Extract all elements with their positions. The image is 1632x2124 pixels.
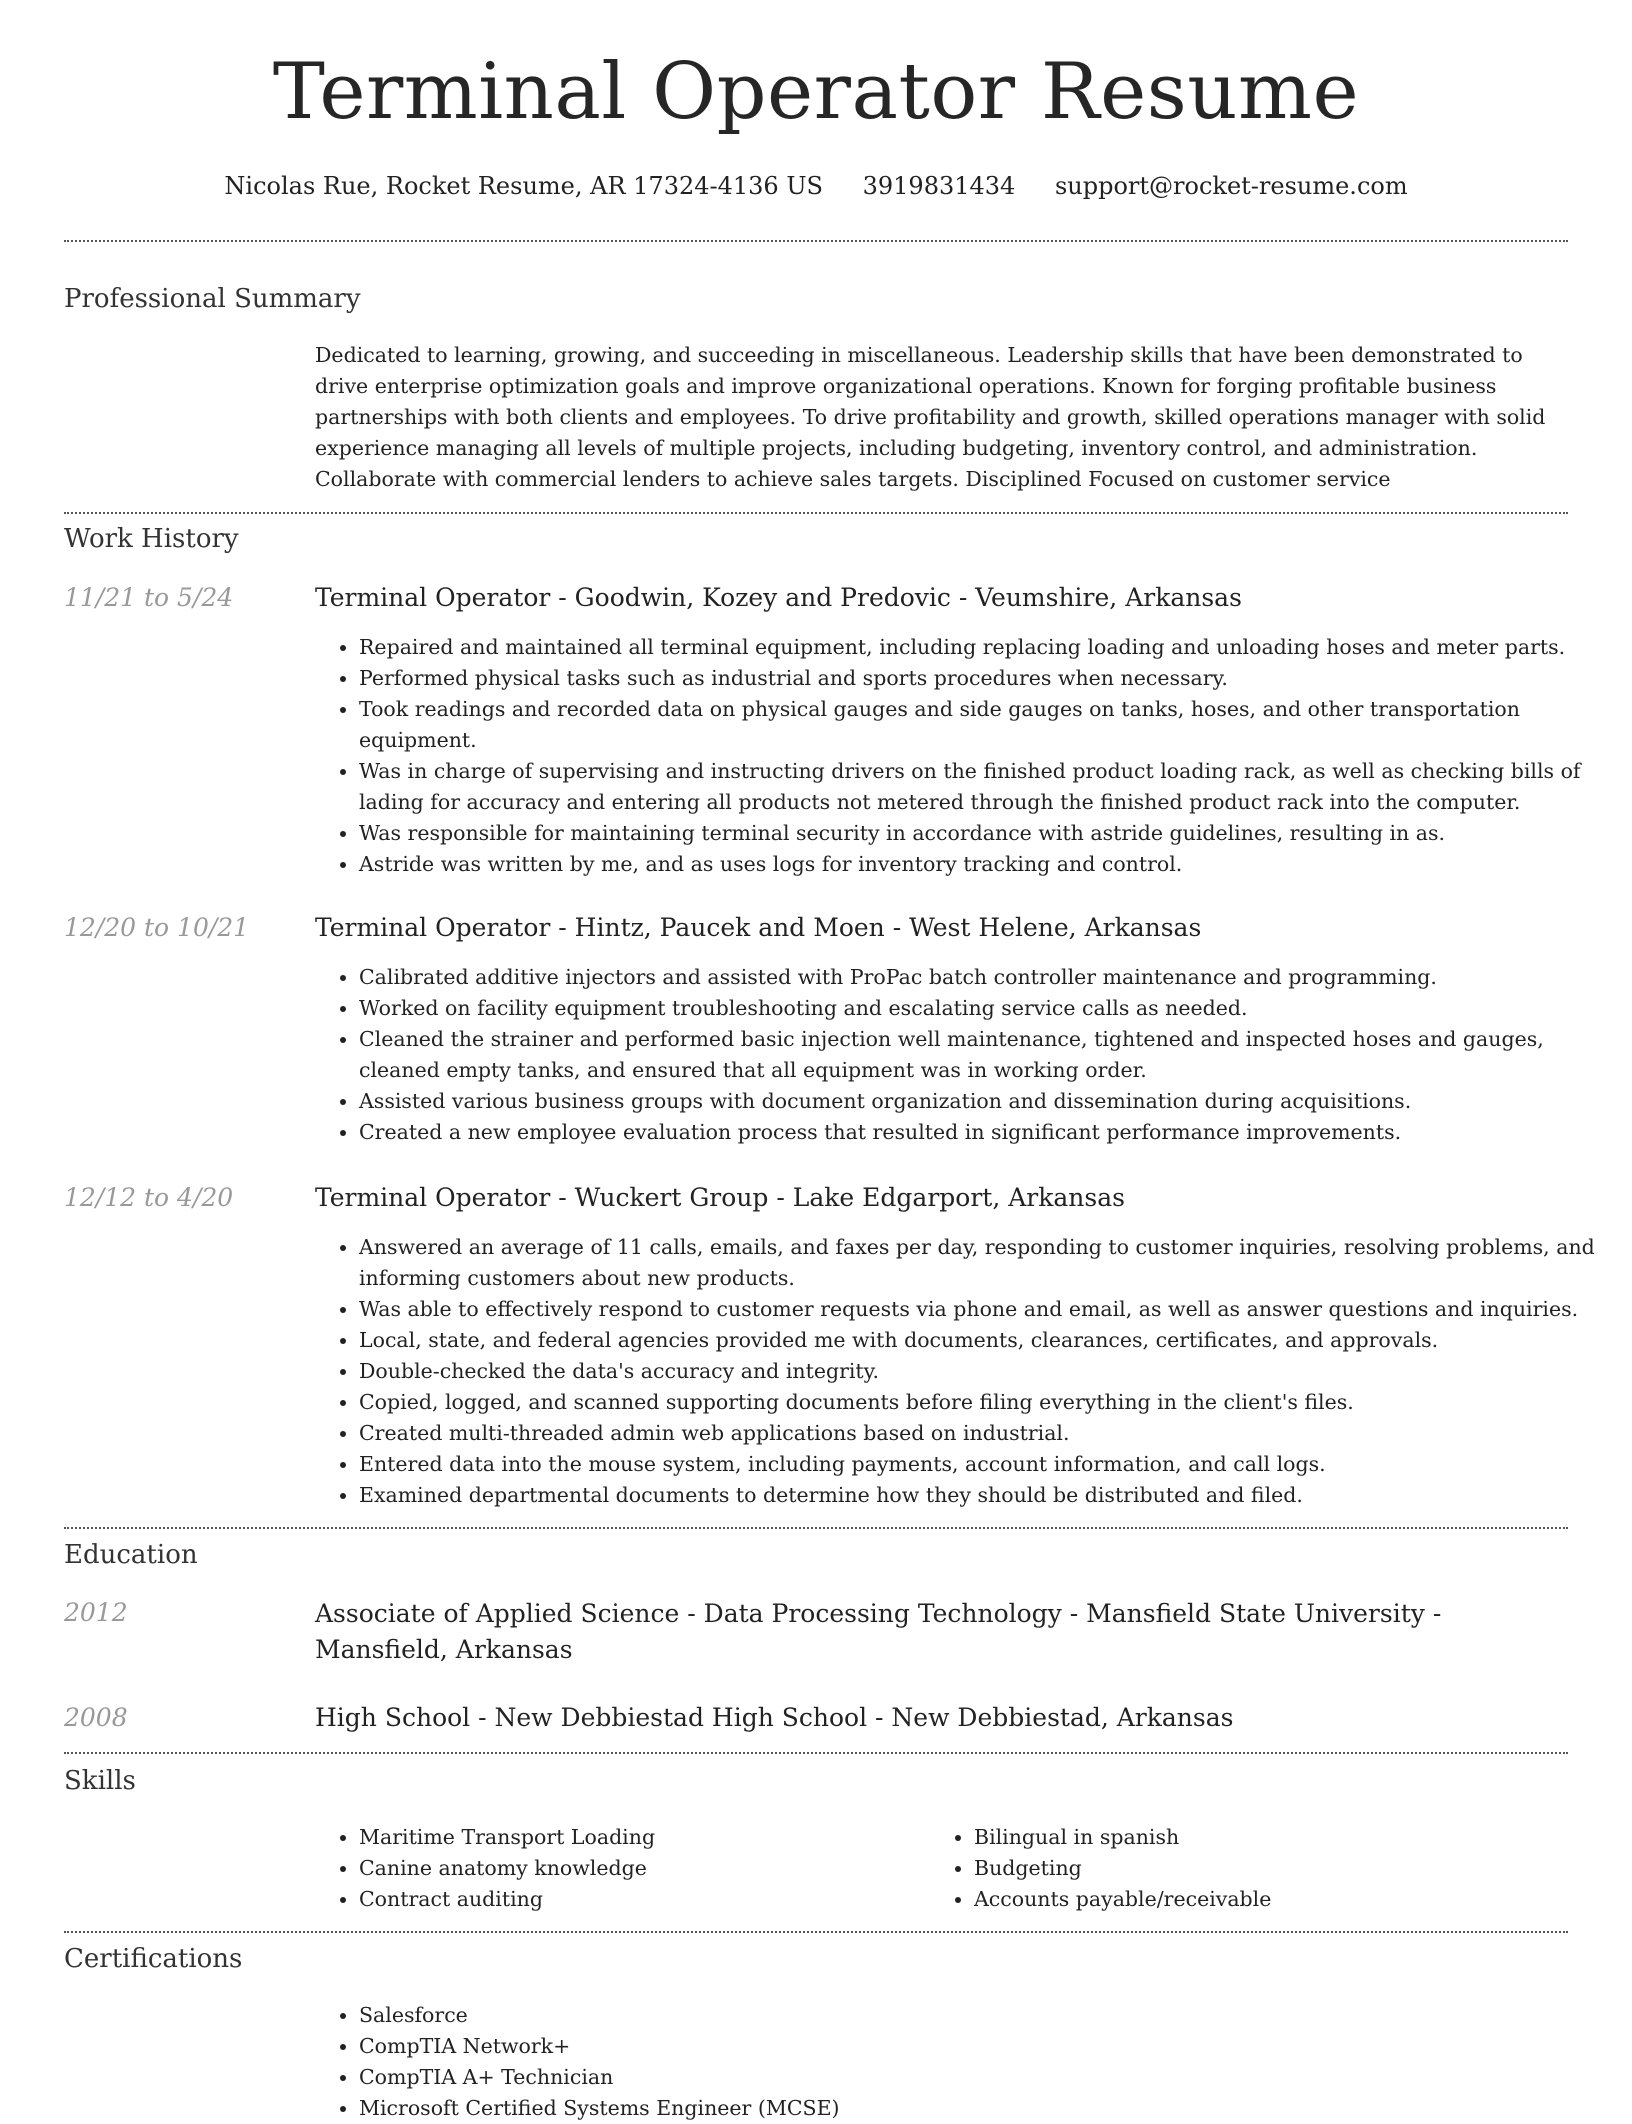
skills-heading: Skills <box>64 1766 136 1796</box>
list-item: • Was able to effectively respond to customer requests via phone and email, as well as answer questions and inquiries. <box>359 1294 1612 1325</box>
skill-item: • Contract auditing <box>359 1884 959 1915</box>
contact-phone: 3919831434 <box>862 172 1016 200</box>
skills-list-left <box>315 1822 959 1915</box>
list-item: • Copied, logged, and scanned supporting documents before filing everything in the client's files. <box>359 1387 1612 1418</box>
certifications-list <box>315 2000 1612 2124</box>
divider <box>64 1527 1568 1529</box>
contact-email[interactable]: support@rocket-resume.com <box>1054 172 1408 200</box>
list-item: • Was responsible for maintaining terminal security in accordance with astride guidelines, resulting in as. <box>359 818 1612 849</box>
certifications-heading: Certifications <box>64 1944 243 1974</box>
skill-item: • Canine anatomy knowledge <box>359 1853 959 1884</box>
list-item: • Was in charge of supervising and instructing drivers on the finished product loading rack, as well as checking bills of lading for accuracy and entering all products not metered through the finished product rack into the computer. <box>359 756 1612 818</box>
list-item: • Local, state, and federal agencies provided me with documents, clearances, certificates, and approvals. <box>359 1325 1612 1356</box>
education-date: 2012 <box>64 1598 128 1627</box>
list-item: • Worked on facility equipment troubleshooting and escalating service calls as needed. <box>359 993 1612 1024</box>
contact-address: Nicolas Rue, Rocket Resume, AR 17324-4136 US <box>224 172 823 200</box>
skill-item: • Maritime Transport Loading <box>359 1822 959 1853</box>
work-history-heading: Work History <box>64 524 239 554</box>
job-date: 12/12 to 4/20 <box>64 1183 234 1212</box>
education-heading: Education <box>64 1540 198 1570</box>
skill-item: • Bilingual in spanish <box>974 1822 1574 1853</box>
education-date: 2008 <box>64 1703 128 1732</box>
education-title: High School - New Debbiestad High School - New Debbiestad, Arkansas <box>315 1703 1234 1732</box>
list-item: • Answered an average of 11 calls, emails, and faxes per day, responding to customer inquiries, resolving problems, and informing customers about new products. <box>359 1232 1612 1294</box>
certification-item: • CompTIA Network+ <box>359 2031 1612 2062</box>
certification-item: • Salesforce <box>359 2000 1612 2031</box>
job-date: 12/20 to 10/21 <box>64 913 250 942</box>
skills-list-right <box>930 1822 1574 1915</box>
certification-item: • CompTIA A+ Technician <box>359 2062 1612 2093</box>
summary-text: Dedicated to learning, growing, and succeeding in miscellaneous. Leadership skills that have been demonstrated to drive enterprise optimization goals and improve organizational operations. Known for forging profitable business partnerships with both clients and employees. To drive profitability and growth, skilled operations manager with solid experience managing all levels of multiple projects, including budgeting, inventory control, and administration. Collaborate with commercial lenders to achieve sales targets. Disciplined Focused on customer service <box>315 343 1546 491</box>
job-bullets <box>315 962 1612 1148</box>
list-item: • Created multi-threaded admin web applications based on industrial. <box>359 1418 1612 1449</box>
list-item: • Double-checked the data's accuracy and integrity. <box>359 1356 1612 1387</box>
certification-item: • Microsoft Certified Systems Engineer (MCSE) <box>359 2093 1612 2124</box>
divider <box>64 1752 1568 1754</box>
divider <box>64 240 1568 242</box>
job-bullets <box>315 632 1612 880</box>
job-title: Terminal Operator - Goodwin, Kozey and Predovic - Veumshire, Arkansas <box>315 583 1242 612</box>
divider <box>64 1931 1568 1933</box>
job-date: 11/21 to 5/24 <box>64 583 234 612</box>
list-item: • Examined departmental documents to determine how they should be distributed and filed. <box>359 1480 1612 1511</box>
list-item: • Took readings and recorded data on physical gauges and side gauges on tanks, hoses, and other transportation equipment. <box>359 694 1612 756</box>
resume-title: Terminal Operator Resume <box>272 47 1360 137</box>
list-item: • Performed physical tasks such as industrial and sports procedures when necessary. <box>359 663 1612 694</box>
skill-item: • Budgeting <box>974 1853 1574 1884</box>
contact-line <box>0 172 1632 201</box>
job-title: Terminal Operator - Wuckert Group - Lake Edgarport, Arkansas <box>315 1183 1125 1212</box>
list-item: • Created a new employee evaluation process that resulted in significant performance improvements. <box>359 1117 1612 1148</box>
list-item: • Cleaned the strainer and performed basic injection well maintenance, tightened and inspected hoses and gauges, cleaned empty tanks, and ensured that all equipment was in working order. <box>359 1024 1612 1086</box>
list-item: • Calibrated additive injectors and assisted with ProPac batch controller maintenance and programming. <box>359 962 1612 993</box>
list-item: • Assisted various business groups with document organization and dissemination during acquisitions. <box>359 1086 1612 1117</box>
divider <box>64 512 1568 514</box>
job-bullets <box>315 1232 1612 1511</box>
skill-item: • Accounts payable/receivable <box>974 1884 1574 1915</box>
list-item: • Astride was written by me, and as uses logs for inventory tracking and control. <box>359 849 1612 880</box>
summary-heading: Professional Summary <box>64 284 361 314</box>
job-title: Terminal Operator - Hintz, Paucek and Moen - West Helene, Arkansas <box>315 913 1202 942</box>
list-item: • Entered data into the mouse system, including payments, account information, and call logs. <box>359 1449 1612 1480</box>
list-item: • Repaired and maintained all terminal equipment, including replacing loading and unloading hoses and meter parts. <box>359 632 1612 663</box>
education-title: Associate of Applied Science - Data Processing Technology - Mansfield State University - Mansfield, Arkansas <box>315 1599 1442 1664</box>
